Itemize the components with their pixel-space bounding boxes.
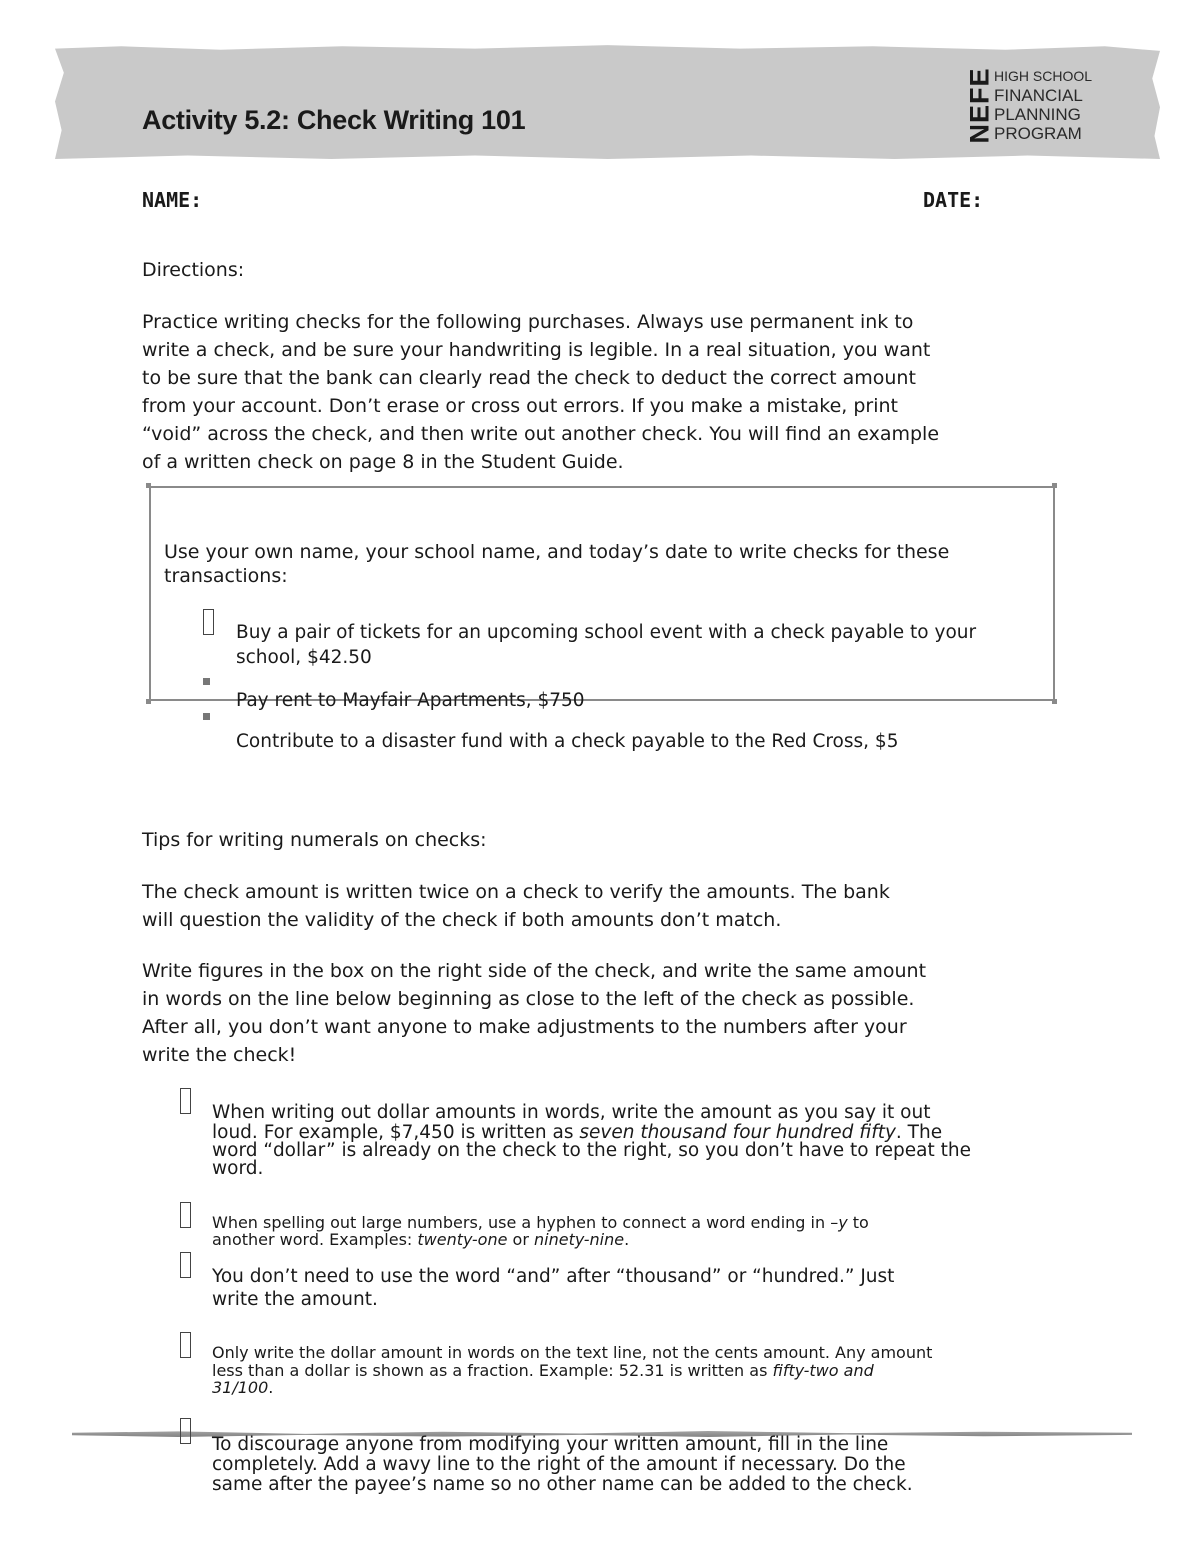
transaction-item: Contribute to a disaster fund with a check payable to the Red Cross, $5 [236,731,899,752]
tip-line: less than a dollar is shown as a fraction. Example: 52.31 is written as fifty-two and [212,1361,874,1380]
directions-heading: Directions: [142,259,245,281]
directions-line: write a check, and be sure your handwriting is legible. In a real situation, you want [142,339,931,361]
tips-paragraph: write the check! [142,1044,297,1066]
logo-line: PLANNING [994,105,1081,124]
logo-line: PROGRAM [994,124,1082,143]
tips-paragraph: in words on the line below beginning as close to the left of the check as possible. [142,988,915,1010]
bullet-box-icon [180,1252,191,1278]
tip-line: You don’t need to use the word “and” after “thousand” or “hundred.” Just [212,1266,895,1287]
tips-paragraph: will question the validity of the check if both amounts don’t match. [142,909,782,931]
tip-line: loud. For example, $7,450 is written as seven thousand four hundred fifty. The [212,1122,943,1143]
box-handle [1052,483,1057,488]
tip-line: When spelling out large numbers, use a hyphen to connect a word ending in –y to [212,1213,869,1232]
transactions-intro: transactions: [164,565,288,587]
transaction-item: school, $42.50 [236,647,372,668]
directions-line: “void” across the check, and then write out another check. You will find an example [142,423,940,445]
bullet-box-icon [180,1202,191,1228]
bullet-box-icon [180,1332,191,1358]
logo-line: FINANCIAL [994,86,1083,105]
tip-line: word. [212,1158,264,1179]
tips-paragraph: Write figures in the box on the right side of the check, and write the same amount [142,960,927,982]
tip-line: word “dollar” is already on the check to the right, so you don’t have to repeat the [212,1140,971,1161]
square-bullet-icon [203,713,210,720]
transactions-intro: Use your own name, your school name, and today’s date to write checks for these [164,541,950,563]
name-label: NAME: [142,188,203,212]
bullet-box-icon [180,1418,191,1444]
directions-line: of a written check on page 8 in the Student Guide. [142,451,624,473]
tip-line: To discourage anyone from modifying your written amount, fill in the line [212,1434,889,1455]
logo-text [994,68,1092,142]
box-handle [1052,699,1057,704]
directions-line: to be sure that the bank can clearly read the check to deduct the correct amount [142,367,916,389]
directions-line: from your account. Don’t erase or cross out errors. If you make a mistake, print [142,395,898,417]
tip-line: another word. Examples: twenty-one or ninety-nine. [212,1230,630,1249]
directions-line: Practice writing checks for the following purchases. Always use permanent ink to [142,311,914,333]
transaction-item: Pay rent to Mayfair Apartments, $750 [236,690,585,711]
square-bullet-icon [203,678,210,685]
bullet-box-icon [180,1088,191,1114]
date-label: DATE: [923,188,984,212]
tip-line: When writing out dollar amounts in words, write the amount as you say it out [212,1102,931,1123]
tip-line: completely. Add a wavy line to the right of the amount if necessary. Do the [212,1454,906,1475]
tip-line: 31/100. [212,1378,274,1397]
tip-line: Only write the dollar amount in words on the text line, not the cents amount. Any amount [212,1343,933,1362]
bullet-box-icon [203,609,214,635]
tips-paragraph: The check amount is written twice on a check to verify the amounts. The bank [142,881,890,903]
box-handle [146,483,151,488]
tips-heading: Tips for writing numerals on checks: [142,829,487,851]
tip-line: same after the payee’s name so no other name can be added to the check. [212,1474,913,1495]
tip-line: write the amount. [212,1289,378,1310]
program-logo [964,66,1093,144]
page-title: Activity 5.2: Check Writing 101 [142,105,526,135]
logo-line: HIGH SCHOOL [994,68,1093,84]
tips-paragraph: After all, you don’t want anyone to make adjustments to the numbers after your [142,1016,907,1038]
logo-mark: NEFE [964,66,995,144]
transaction-item: Buy a pair of tickets for an upcoming school event with a check payable to your [236,622,977,643]
box-handle [146,699,151,704]
